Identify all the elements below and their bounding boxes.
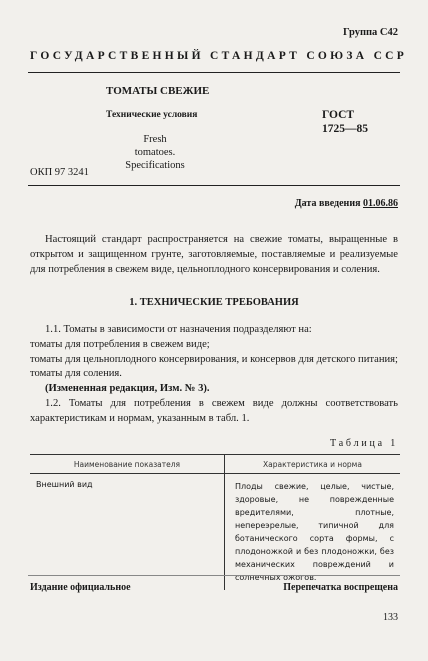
standard-title: ГОСУДАРСТВЕННЫЙ СТАНДАРТ СОЮЗА ССР — [30, 50, 408, 62]
english-title — [122, 133, 188, 172]
header-divider — [28, 72, 400, 73]
group-code: Группа С42 — [342, 27, 398, 38]
table-header-row — [30, 455, 400, 474]
section-1-content — [30, 323, 398, 427]
row-norm-value: Плоды свежие, целые, чистые, здоровые, не поврежденные вредителями, плотные, непереэрелые, типичной для ботанического сорта формы, с плодоножкой и без плодоножки, без механических повреждений и солнечных ожогов. — [235, 482, 394, 582]
document-subtitle: Технические условия — [106, 110, 198, 120]
clause-1-1: 1.1. Томаты в зависимости от назначения подразделяют на: — [45, 324, 312, 335]
gost-number: 1725—85 — [322, 123, 368, 135]
official-edition-note: Издание официальное — [30, 582, 131, 593]
effective-date-value: 01.06.86 — [363, 198, 398, 209]
clause-1-1-item-pickling: томаты для соления. — [30, 368, 122, 380]
reprint-prohibited-note: Перепечатка воспрещена — [283, 582, 398, 593]
footer-divider — [28, 575, 400, 576]
okp-code: ОКП 97 3241 — [30, 167, 89, 178]
col-header-norm: Характеристика и норма — [225, 455, 401, 474]
effective-date — [295, 198, 398, 209]
requirements-table — [30, 454, 400, 590]
col-header-indicator: Наименование показателя — [30, 455, 225, 474]
effective-date-label: Дата введения — [294, 198, 361, 209]
english-title-line2: Specifications — [125, 160, 185, 171]
page-number: 133 — [383, 612, 398, 623]
english-title-line1: Fresh tomatoes. — [134, 134, 176, 158]
table-row — [30, 474, 400, 591]
document-title: ТОМАТЫ СВЕЖИЕ — [106, 85, 210, 97]
section-heading: 1. ТЕХНИЧЕСКИЕ ТРЕБОВАНИЯ — [129, 297, 299, 308]
row-indicator-name: Внешний вид — [30, 474, 225, 591]
gost-designation — [322, 108, 368, 136]
clause-1-1-item-fresh: томаты для потребления в свежем виде; — [30, 338, 210, 350]
intro-paragraph: Настоящий стандарт распространяется на свежие томаты, выращенные в открытом и защищенном грунте, заготовляемые, поставляемые и реализуемые для потребления в свежем виде, цельноплодного консервирования и соления. — [30, 234, 398, 275]
table-label: Таблица 1 — [330, 438, 398, 449]
clause-1-1-item-canning: томаты для цельноплодного консервирования, и консервов для детского питания; — [30, 353, 399, 365]
amendment-note: (Измененная редакция, Изм. № 3). — [45, 383, 210, 395]
clause-1-2: 1.2. Томаты для потребления в свежем виде должны соответствовать характеристикам и нормам, указанным в табл. 1. — [30, 397, 398, 424]
okp-divider — [28, 185, 400, 186]
gost-label: ГОСТ — [322, 109, 355, 121]
